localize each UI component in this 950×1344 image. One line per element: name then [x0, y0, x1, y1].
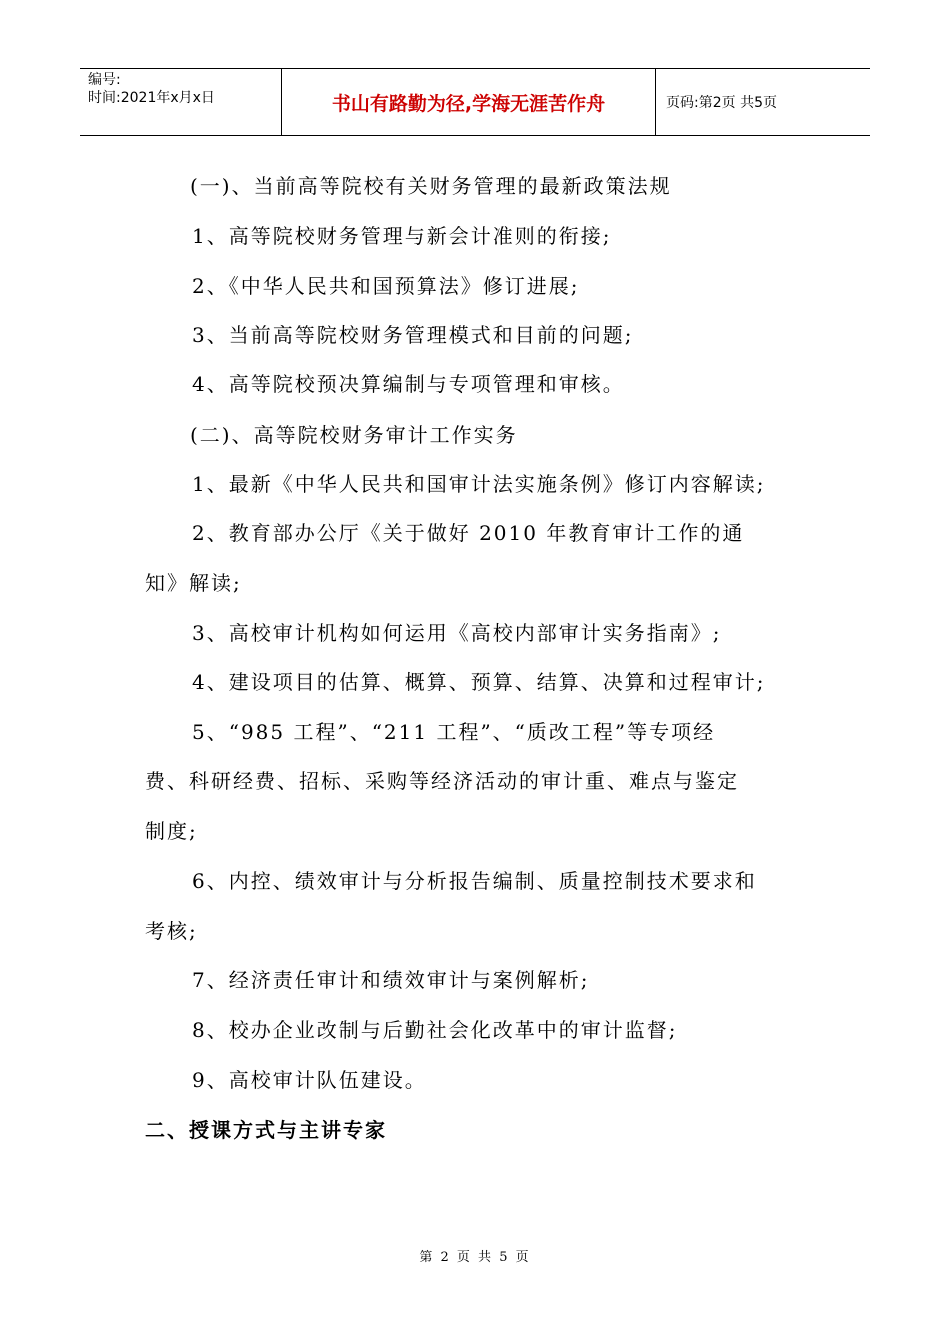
section-2-item-2-line-2: 知》解读;: [145, 571, 242, 595]
document-time-label: 时间:2021年x月x日: [88, 90, 215, 106]
part-2-heading: 二、授课方式与主讲专家: [145, 1118, 387, 1142]
section-2-item-3: 3、高校审计机构如何运用《高校内部审计实务指南》;: [192, 621, 722, 645]
section-2-item-9: 9、高校审计队伍建设。: [192, 1068, 427, 1092]
header-page-info: 页码:第2页 共5页: [666, 95, 777, 111]
section-1-item-4: 4、高等院校预决算编制与专项管理和审核。: [192, 372, 625, 396]
section-1-item-2: 2、《中华人民共和国预算法》修订进展;: [192, 274, 580, 298]
section-1-title: (一)、当前高等院校有关财务管理的最新政策法规: [190, 174, 672, 198]
section-2-item-5-line-2: 费、科研经费、招标、采购等经济活动的审计重、难点与鉴定: [145, 769, 739, 793]
section-2-item-5-line-3: 制度;: [145, 819, 198, 843]
section-2-item-6-line-1: 6、内控、绩效审计与分析报告编制、质量控制技术要求和: [192, 869, 757, 893]
section-2-item-7: 7、经济责任审计和绩效审计与案例解析;: [192, 968, 590, 992]
section-2-title: (二)、高等院校财务审计工作实务: [190, 423, 518, 447]
section-1-item-1: 1、高等院校财务管理与新会计准则的衔接;: [192, 224, 612, 248]
section-2-item-2-line-1: 2、教育部办公厅《关于做好 2010 年教育审计工作的通: [192, 521, 745, 545]
section-2-item-4: 4、建设项目的估算、概算、预算、结算、决算和过程审计;: [192, 670, 766, 694]
section-2-item-5-line-1: 5、“985 工程”、“211 工程”、“质改工程”等专项经: [192, 720, 716, 744]
header-motto: 书山有路勤为径,学海无涯苦作舟: [282, 69, 656, 135]
header-meta: [80, 69, 282, 135]
section-2-item-6-line-2: 考核;: [145, 919, 198, 943]
section-2-item-8: 8、校办企业改制与后勤社会化改革中的审计监督;: [192, 1018, 678, 1042]
section-2-item-1: 1、最新《中华人民共和国审计法实施条例》修订内容解读;: [192, 472, 766, 496]
page-footer: 第 2 页 共 5 页: [419, 1250, 531, 1265]
page-header: [80, 68, 870, 136]
section-1-item-3: 3、当前高等院校财务管理模式和目前的问题;: [192, 323, 634, 347]
document-number-label: 编号:: [88, 72, 121, 88]
